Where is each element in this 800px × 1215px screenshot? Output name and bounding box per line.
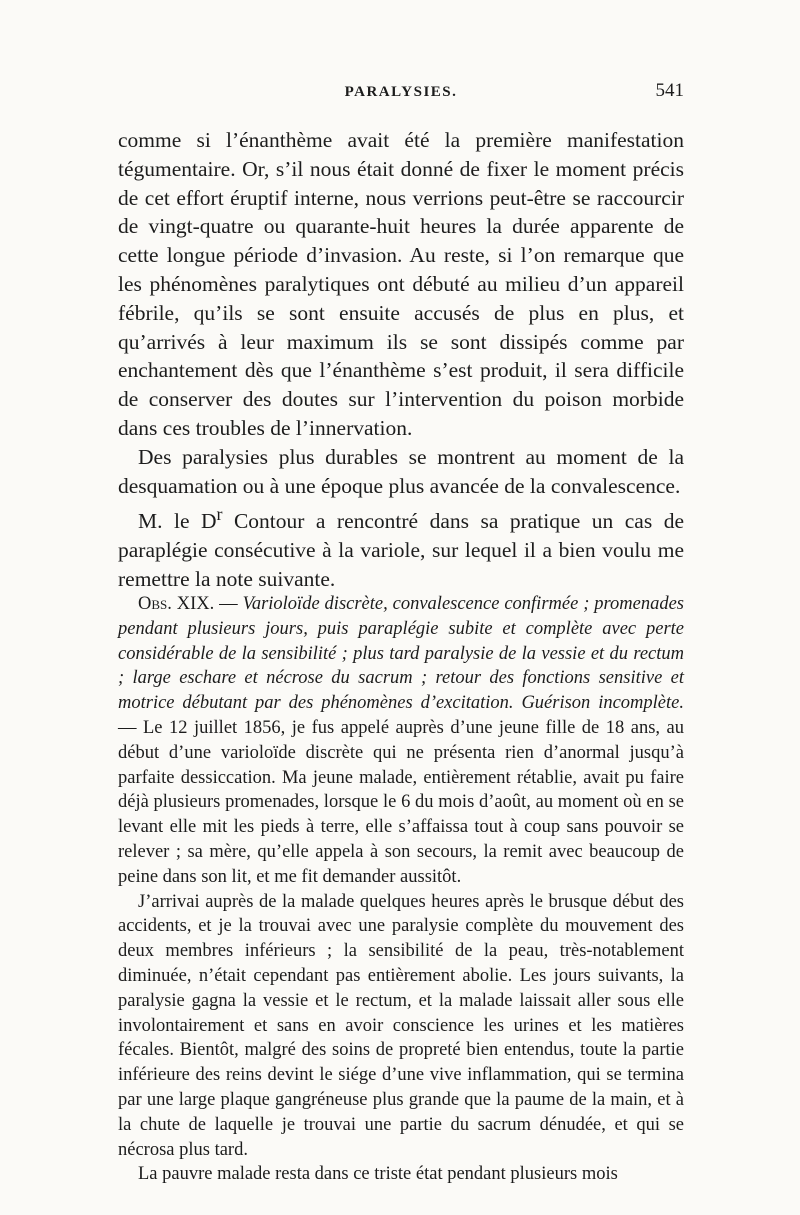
observation-block: [118, 592, 684, 1187]
paragraph-contour-text: Contour a rencontré dans sa pratique un cas de paraplégie consécutive à la variole, sur lequel il a bien voulu me remettre la note suivante.: [118, 509, 684, 592]
observation-paragraph-2: J’arrivai auprès de la malade quelques heures après le brusque début des accidents, et je la trouvai avec une paralysie complète du mouvement des deux membres inférieurs ; la sensibilité de la peau, très-notablement diminuée, n’était cependant pas entièrement abolie. Les jours suivants, la paralysie gagna la vessie et le rectum, et la malade laissait aller sous elle involontairement et sans en avoir conscience les urines et les matières fécales. Bientôt, malgré des soins de propreté bien entendus, toute la partie inférieure des reins devint le siége d’une vive inflammation, qui se termina par une large plaque gangréneuse plus grande que la paume de la main, et à la chute de laquelle je trouvai une partie du sacrum dénudée, et qui se nécrosa plus tard.: [118, 891, 684, 1160]
doctor-abbrev: M. le D: [138, 509, 217, 534]
paragraph-continuation: comme si l’énanthème avait été la première manifestation tégumentaire. Or, s’il nous était donné de fixer le moment précis de cet effort éruptif interne, nous verrions peut-être se raccourcir de vingt-quatre ou quarante-huit heures la durée apparente de cette longue période d’invasion. Au reste, si l’on remarque que les phénomènes paralytiques ont débuté au milieu d’un appareil fébrile, qu’ils se sont ensuite accusés de plus en plus, et qu’arrivés à leur maximum ils se sont dissipés comme par enchantement dès que l’énanthème s’est produit, il sera difficile de conserver des doutes sur l’intervention du poison morbide dans ces troubles de l’innervation.: [118, 128, 684, 440]
paragraph-contour: [118, 500, 684, 594]
observation-label: Obs. XIX. —: [138, 594, 238, 614]
running-title: PARALYSIES.: [344, 84, 458, 100]
doctor-abbrev-sup: r: [216, 504, 223, 525]
observation-dash: —: [118, 717, 137, 738]
observation-paragraph-1: Le 12 juillet 1856, je fus appelé auprès d’une jeune fille de 18 ans, au début d’une varioloïde discrète qui ne présenta rien d’anormal jusqu’à parfaite dessiccation. Ma jeune malade, entièrement rétablie, avait pu faire déjà plusieurs promenades, lorsque le 6 du mois d’août, au moment où en se levant elle mit les pieds à terre, elle s’affaissa tout à coup sans pouvoir se relever ; sa mère, qu’elle appela à son secours, la remit avec beaucoup de peine dans son lit, et me fit demander aussitôt.: [118, 717, 684, 887]
observation-paragraph-3: La pauvre malade resta dans ce triste état pendant plusieurs mois: [138, 1164, 618, 1185]
main-text: [118, 126, 684, 594]
observation-title: Varioloïde discrète, convalescence confirmée ; promenades pendant plusieurs jours, puis paraplégie subite et complète avec perte considérable de la sensibilité ; plus tard paralysie de la vessie et du rectum ; large eschare et nécrose du sacrum ; retour des fonctions sensitive et motrice débutant par des phénomènes d’excitation. Guérison incomplète.: [118, 594, 684, 714]
page-header: [118, 78, 684, 108]
page-number: 541: [655, 80, 684, 101]
observation-heading: [118, 592, 684, 890]
paragraph-desquamation: Des paralysies plus durables se montrent au moment de la desquamation ou à une époque plus avancée de la convalescence.: [118, 444, 684, 498]
